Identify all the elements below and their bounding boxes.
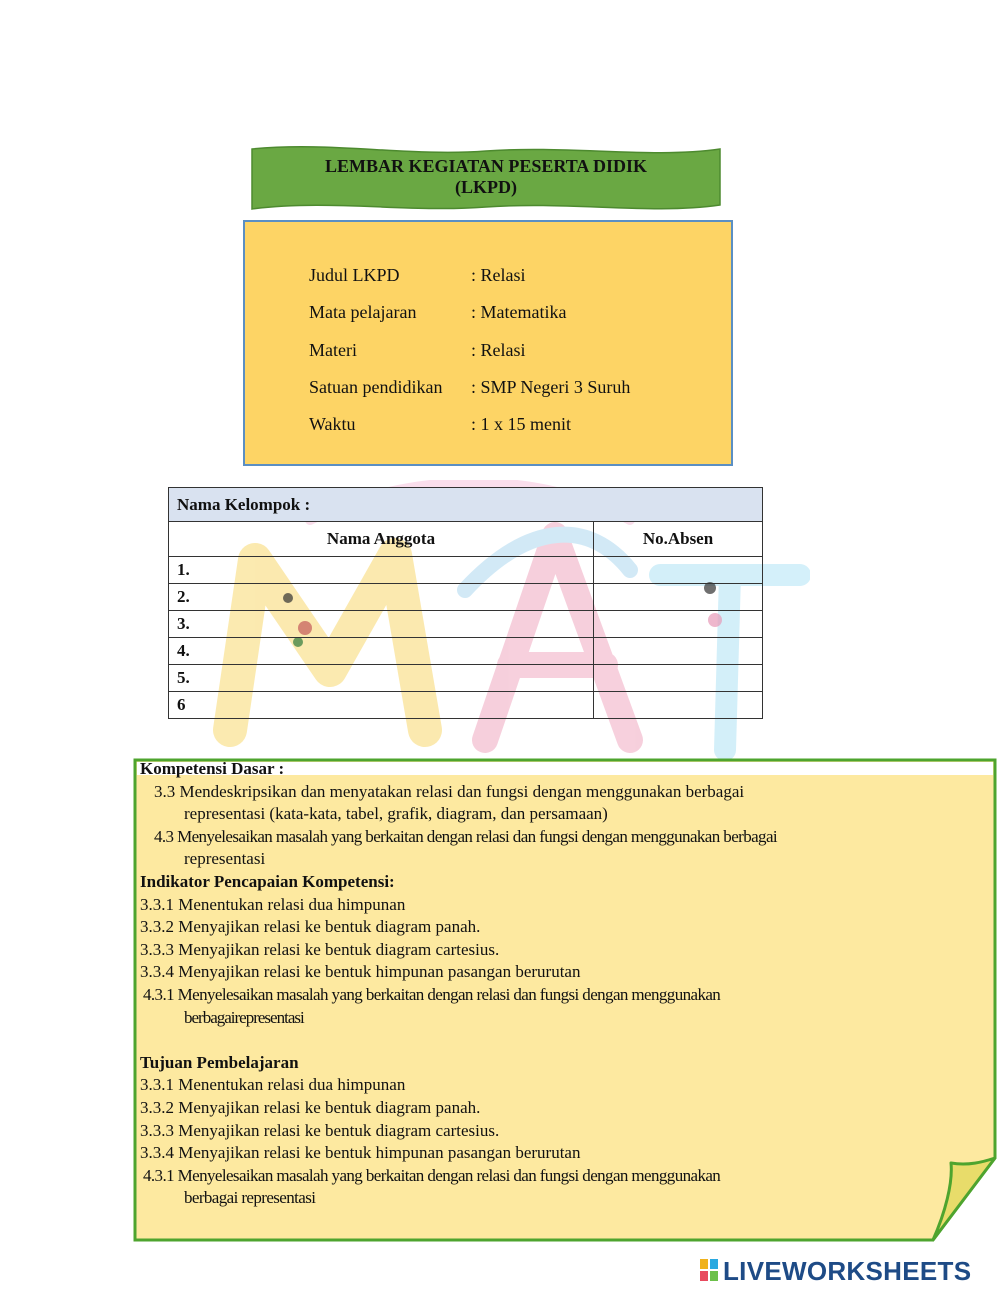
group-name-label: Nama Kelompok : (169, 488, 763, 522)
page-title (250, 156, 722, 198)
ipk-item: 4.3.1 Menyelesaikan masalah yang berkaitan dengan relasi dan fungsi dengan menggunakan (143, 984, 721, 1004)
table-row (169, 665, 763, 692)
ipk-item-continuation: berbagairepresentasi (184, 1007, 304, 1027)
title-banner (250, 143, 722, 213)
absen-number-cell[interactable] (594, 557, 763, 584)
table-row (169, 584, 763, 611)
ipk-heading: Indikator Pencapaian Kompetensi: (140, 871, 395, 891)
brand-name: LIVEWORKSHEETS (723, 1256, 972, 1286)
kd-item-line: representasi (184, 849, 266, 869)
competency-note (133, 758, 997, 1242)
table-row (169, 557, 763, 584)
kd-item-line: 4.3 Menyelesaikan masalah yang berkaitan dengan relasi dan fungsi dengan menggunakan berbagai (154, 826, 778, 846)
title-line-2: (LKPD) (455, 177, 517, 197)
info-label: Judul LKPD (309, 265, 400, 285)
tp-item: 4.3.1 Menyelesaikan masalah yang berkaitan dengan relasi dan fungsi dengan menggunakan (143, 1165, 721, 1185)
title-line-1: LEMBAR KEGIATAN PESERTA DIDIK (325, 156, 647, 176)
info-value: : Matematika (471, 302, 567, 322)
tp-heading: Tujuan Pembelajaran (140, 1052, 299, 1072)
info-label: Mata pelajaran (309, 302, 417, 322)
absen-number-cell[interactable] (594, 638, 763, 665)
group-members-table (168, 487, 763, 719)
member-name-cell[interactable]: 4. (169, 638, 594, 665)
spacer (140, 1029, 980, 1052)
info-label: Materi (309, 340, 357, 360)
info-value: : Relasi (471, 265, 526, 285)
kd-heading: Kompetensi Dasar : (140, 759, 285, 778)
tp-item: 3.3.4 Menyajikan relasi ke bentuk himpunan pasangan berurutan (140, 1143, 581, 1163)
kd-item-line: representasi (kata-kata, tabel, grafik, diagram, dan persamaan) (184, 804, 608, 824)
tp-item: 3.3.1 Menentukan relasi dua himpunan (140, 1075, 406, 1095)
lkpd-info-box (243, 220, 733, 466)
table-row (169, 611, 763, 638)
table-title-row (169, 488, 763, 522)
table-header-row (169, 522, 763, 557)
table-row (169, 692, 763, 719)
info-label: Waktu (309, 414, 356, 434)
tp-item-continuation: berbagai representasi (184, 1188, 316, 1208)
info-label: Satuan pendidikan (309, 377, 443, 397)
tp-item: 3.3.3 Menyajikan relasi ke bentuk diagram cartesius. (140, 1120, 500, 1140)
column-header-nama-anggota: Nama Anggota (169, 522, 594, 557)
absen-number-cell[interactable] (594, 611, 763, 638)
kd-item-line: 3.3 Mendeskripsikan dan menyatakan relasi dan fungsi dengan menggunakan berbagai (154, 781, 745, 801)
liveworksheets-brand (700, 1256, 996, 1286)
liveworksheets-logo-icon (700, 1259, 720, 1283)
tp-item: 3.3.2 Menyajikan relasi ke bentuk diagram panah. (140, 1097, 481, 1117)
info-value: : 1 x 15 menit (471, 414, 571, 434)
absen-number-cell[interactable] (594, 584, 763, 611)
absen-number-cell[interactable] (594, 665, 763, 692)
competency-content (140, 758, 980, 1210)
info-value: : SMP Negeri 3 Suruh (471, 377, 631, 397)
table-row (169, 638, 763, 665)
member-name-cell[interactable]: 2. (169, 584, 594, 611)
ipk-item: 3.3.3 Menyajikan relasi ke bentuk diagram cartesius. (140, 939, 500, 959)
column-header-no-absen: No.Absen (594, 522, 763, 557)
ipk-item: 3.3.1 Menentukan relasi dua himpunan (140, 894, 406, 914)
member-name-cell[interactable]: 3. (169, 611, 594, 638)
info-value: : Relasi (471, 340, 526, 360)
member-name-cell[interactable]: 5. (169, 665, 594, 692)
member-name-cell[interactable]: 1. (169, 557, 594, 584)
member-name-cell[interactable]: 6 (169, 692, 594, 719)
absen-number-cell[interactable] (594, 692, 763, 719)
ipk-item: 3.3.2 Menyajikan relasi ke bentuk diagram panah. (140, 917, 481, 937)
ipk-item: 3.3.4 Menyajikan relasi ke bentuk himpunan pasangan berurutan (140, 962, 581, 982)
